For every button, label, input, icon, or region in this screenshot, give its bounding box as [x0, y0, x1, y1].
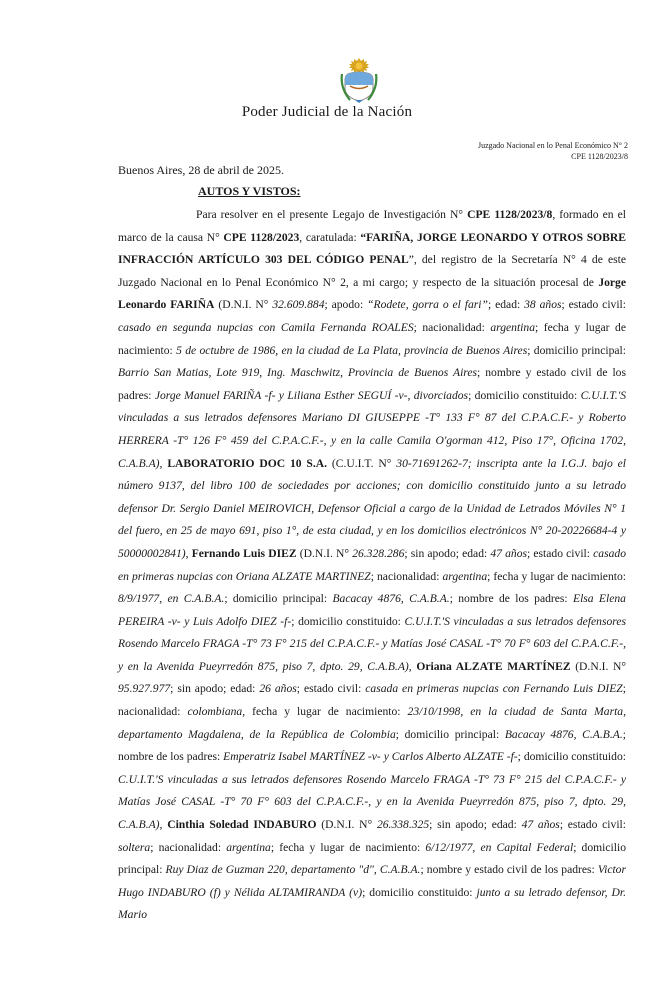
text-run: ,	[159, 456, 168, 470]
italic-text-run: Jorge Manuel FARIÑA -f- y Liliana Esther SEGUÍ -v-, divorciados	[154, 388, 469, 402]
italic-text-run: Ruy Diaz de Guzman 220, departamento "d", C.A.B.A.	[165, 863, 421, 877]
text-run: ”, del registro de la Secretaría N° 4 de este Juzgado Nacional en lo Penal Económico N° 2, a mi cargo; y respecto de la situación procesal de	[118, 253, 627, 289]
text-run: ; sin apodo; edad:	[404, 546, 491, 560]
text-run: ; domicilio constituido:	[517, 750, 626, 764]
text-run: , fecha y lugar de nacimiento:	[242, 705, 408, 719]
italic-text-run: Barrio San Matias, Lote 919, Ing. Maschwitz, Provincia de Buenos Aires	[118, 366, 478, 380]
italic-text-run: C.U.I.T.'S vinculadas a sus letrados defensores Rosendo Marcelo FRAGA -T° 73 F° 215 del C.P.A.C.F.- y Matías José CASAL -T° 70 F° 603 del C.P.A.C.F.-, y en la Avenida Pueyrredón 875, piso 7, dpto. 29, C.A.B.A)	[118, 772, 626, 832]
text-run: ; domicilio constituido:	[362, 885, 477, 899]
text-run: ; domicilio principal:	[395, 727, 505, 741]
text-run: Para resolver en el presente Legajo de Investigación N°	[196, 208, 468, 221]
text-run: ; estado civil:	[296, 682, 366, 696]
text-run: ; fecha y lugar de nacimiento:	[270, 840, 426, 854]
italic-text-run: Elsa Elena PEREIRA -v- y Luis Adolfo DIEZ -f-	[118, 592, 626, 628]
text-run: , caratulada:	[299, 230, 361, 244]
bold-text-run: Oriana ALZATE MARTÍNEZ	[416, 659, 571, 673]
italic-text-run: C.U.I.T.'S vinculadas a sus letrados defensores Mariano DI GIUSEPPE -T° 133 F° 87 del C.P.A.C.F.- y Roberto HERRERA -T° 126 F° 459 del C.P.A.C.F.-, y en la calle Camila O'gorman 412, Piso 17°, Oficina 1702, C.A.B.A)	[118, 388, 626, 470]
text-run: ; domicilio principal:	[118, 840, 626, 877]
text-run: ; sin apodo; edad:	[429, 818, 522, 832]
italic-text-run: argentina	[442, 569, 488, 583]
italic-text-run: 30-71691262-7; inscripta ante la I.G.J. bajo el número 9137, del libro 100 de sociedades por acciones; con domicilio constituido junto a su letrado defensor Dr. Sergio Daniel MEIROVICH, Defensor Oficial a cargo de la Unidad de Letrados Móviles N° 1 del fuero, en 25 de mayo 691, piso 1°, de esta ciudad, y en los domicilios electrónicos N° 20-20226684-4 y 50000002841)	[118, 456, 627, 560]
bold-text-run: Jorge Leonardo FARIÑA	[118, 275, 626, 312]
bold-text-run: CPE 1128/2023	[223, 230, 300, 244]
italic-text-run: Emperatriz Isabel MARTÍNEZ -v- y Carlos Alberto ALZATE -f-	[223, 750, 518, 764]
text-run: ; domicilio constituido:	[291, 614, 405, 628]
text-run: (D.N.I. N°	[296, 546, 353, 560]
text-run: (C.U.I.T. N°	[327, 456, 397, 470]
italic-text-run: soltera	[118, 840, 151, 854]
text-run: ; nombre y estado civil de los padres:	[118, 366, 626, 402]
bold-text-run: Fernando Luis DIEZ	[191, 546, 297, 560]
italic-text-run: casado en primeras nupcias con Oriana ALZATE MARTINEZ	[118, 546, 626, 583]
court-reference	[478, 140, 628, 162]
italic-text-run: casado en segunda nupcias con Camila Fernanda ROALES	[118, 320, 414, 334]
italic-text-run: 47 años	[521, 818, 560, 832]
text-run: ; nacionalidad:	[370, 569, 443, 583]
text-run: (D.N.I. N°	[570, 659, 627, 673]
text-run: ,	[159, 818, 168, 832]
text-run: ; estado civil:	[527, 546, 594, 560]
text-run: ,	[185, 546, 192, 560]
section-heading: AUTOS Y VISTOS:	[198, 184, 301, 198]
italic-text-run: 8/9/1977, en C.A.B.A.	[118, 592, 225, 606]
italic-text-run: 47 años	[490, 546, 528, 560]
text-run: ; apodo:	[324, 298, 368, 312]
italic-text-run: C.U.I.T.'S vinculadas a sus letrados defensores Rosendo Marcelo FRAGA -T° 73 F° 215 del C.P.A.C.F.- y Matías José CASAL -T° 70 F° 603 del C.P.A.C.F.-, y en la Avenida Pueyrredón 875, piso 7, dpto. 29, C.A.B.A)	[118, 614, 627, 673]
bold-text-run: CPE 1128/2023/8	[467, 208, 553, 221]
institution-name: Poder Judicial de la Nación	[241, 104, 413, 120]
italic-text-run: argentina	[226, 840, 271, 854]
italic-text-run: 23/10/1998, en la ciudad de Santa Marta, departamento Magdalena, de la República de Colombia	[118, 705, 626, 741]
italic-text-run: Bacacay 4876, C.A.B.A.	[504, 727, 623, 741]
court-name: Juzgado Nacional en lo Penal Económico N° 2	[477, 141, 628, 150]
case-number: CPE 1128/2023/8	[571, 152, 628, 161]
text-run: ; fecha y lugar de nacimiento:	[118, 320, 626, 357]
text-run: (D.N.I. N°	[316, 818, 377, 832]
italic-text-run: 26.338.325	[376, 818, 430, 832]
bold-text-run: Cinthia Soledad INDABURO	[167, 818, 317, 832]
text-run: ; estado civil:	[559, 818, 626, 832]
text-run: ; estado civil:	[561, 298, 626, 312]
italic-text-run: 26.328.286	[352, 546, 405, 560]
text-run: ; nombre y estado civil de los padres:	[420, 863, 598, 877]
italic-text-run: Bacacay 4876, C.A.B.A.	[332, 592, 450, 606]
italic-text-run: 32.609.884	[272, 298, 325, 312]
text-run: ; sin apodo; edad:	[170, 682, 260, 696]
italic-text-run: argentina	[490, 320, 535, 334]
text-run: ; domicilio principal:	[527, 343, 626, 357]
text-run: ; edad:	[487, 298, 525, 312]
text-run: ; nacionalidad:	[118, 682, 626, 719]
text-run: ; nacionalidad:	[413, 320, 491, 334]
italic-text-run: junto a su letrado defensor, Dr. Mario	[118, 885, 626, 922]
italic-text-run: 38 años	[524, 298, 562, 312]
text-run: ; fecha y lugar de nacimiento:	[487, 569, 626, 583]
text-run: ,	[408, 659, 417, 673]
text-run: ; domicilio constituido:	[468, 388, 581, 402]
text-run: (D.N.I. N°	[214, 298, 273, 312]
text-run: ; domicilio principal:	[224, 592, 333, 606]
bold-text-run: LABORATORIO DOC 10 S.A.	[167, 456, 328, 470]
italic-text-run: 6/12/1977, en Capital Federal	[425, 840, 574, 854]
text-run: ; nombre de los padres:	[118, 727, 626, 764]
italic-text-run: Victor Hugo INDABURO (f) y Nélida ALTAMIRANDA (v)	[118, 863, 626, 899]
body-paragraph	[118, 204, 626, 927]
italic-text-run: 5 de octubre de 1986, en la ciudad de La Plata, provincia de Buenos Aires	[176, 343, 528, 357]
italic-text-run: colombiana	[187, 705, 243, 719]
italic-text-run: 95.927.977	[118, 682, 171, 696]
italic-text-run: “Rodete, gorra o el fari”	[367, 298, 488, 312]
document-date: Buenos Aires, 28 de abril de 2025.	[118, 163, 284, 177]
text-run: ; nombre de los padres:	[449, 592, 573, 606]
bold-text-run: “FARIÑA, JORGE LEONARDO Y OTROS SOBRE INFRACCIÓN ARTÍCULO 303 DEL CÓDIGO PENAL	[118, 230, 627, 267]
coat-of-arms-icon	[339, 54, 379, 104]
text-run: , formado en el marco de la causa N°	[118, 208, 626, 244]
italic-text-run: 26 años	[259, 682, 297, 696]
italic-text-run: casada en primeras nupcias con Fernando Luis DIEZ	[365, 682, 623, 696]
text-run: ; nacionalidad:	[150, 840, 227, 854]
